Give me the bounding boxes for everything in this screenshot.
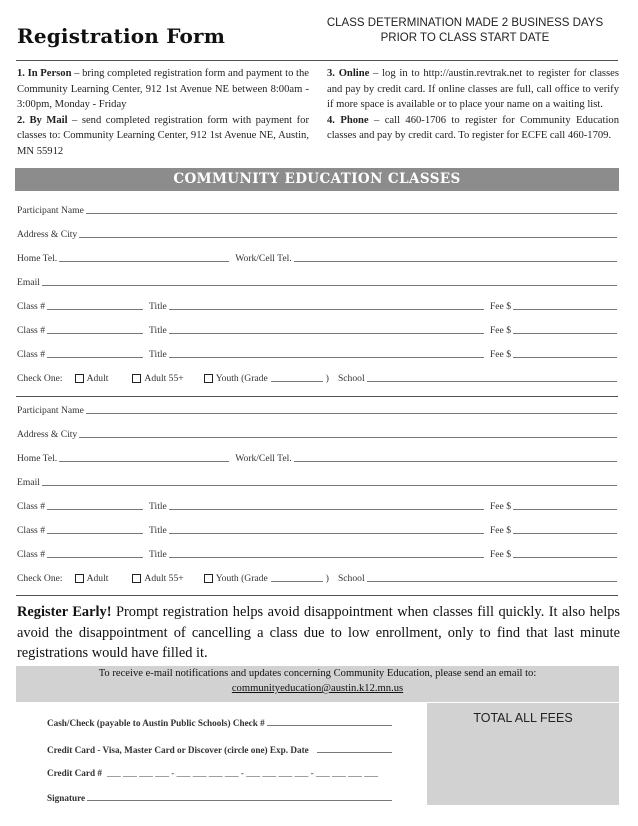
adult55-option[interactable] <box>132 573 183 584</box>
school-label: School <box>337 573 365 584</box>
participant-name-row <box>17 202 617 216</box>
class-title-input[interactable] <box>169 524 484 534</box>
signature-field[interactable] <box>87 792 392 801</box>
block-divider <box>16 396 618 397</box>
phone-row <box>17 250 617 264</box>
grade-input[interactable] <box>271 572 323 582</box>
class-determination-notice <box>300 16 630 46</box>
adult55-label: Adult 55+ <box>144 373 184 384</box>
notice-line-1: CLASS DETERMINATION MADE 2 BUSINESS DAYS <box>326 17 604 29</box>
credit-card-type-label: Credit Card - Visa, Master Card or Discover (circle one) Exp. Date <box>47 745 309 755</box>
signature-row <box>47 792 392 803</box>
fee-label: Fee $ <box>489 501 511 512</box>
class-row <box>17 546 617 560</box>
home-tel-label: Home Tel. <box>17 253 58 264</box>
school-label: School <box>337 373 365 384</box>
class-title-label: Title <box>149 501 167 512</box>
class-number-input[interactable] <box>47 500 143 510</box>
adult-checkbox[interactable] <box>75 374 84 383</box>
home-tel-input[interactable] <box>59 252 229 262</box>
email-row <box>17 274 617 288</box>
address-city-row <box>17 426 617 440</box>
class-number-label: Class # <box>17 525 45 536</box>
participant-name-row <box>17 402 617 416</box>
class-row <box>17 522 617 536</box>
email-row <box>17 474 617 488</box>
grade-input[interactable] <box>271 372 323 382</box>
class-title-label: Title <box>149 549 167 560</box>
youth-close-paren: ) <box>325 573 329 584</box>
register-early-divider <box>16 595 618 596</box>
class-title-label: Title <box>149 301 167 312</box>
home-tel-label: Home Tel. <box>17 453 58 464</box>
fee-label: Fee $ <box>489 325 511 336</box>
notice-line-2: PRIOR TO CLASS START DATE <box>380 32 550 44</box>
check-one-row <box>17 570 617 584</box>
class-row <box>17 498 617 512</box>
adult55-checkbox[interactable] <box>132 374 141 383</box>
youth-checkbox[interactable] <box>204 574 213 583</box>
work-cell-tel-input[interactable] <box>294 252 617 262</box>
youth-label: Youth (Grade <box>215 573 268 584</box>
method-online-label: 3. Online <box>327 68 370 79</box>
work-cell-tel-label: Work/Cell Tel. <box>235 453 292 464</box>
fee-input[interactable] <box>513 548 617 558</box>
method-in-person-text: – bring completed registration form and payment to the Community Learning Center, 912 1st Avenue NE between 8:00am - 3:00pm, Monday - Friday <box>17 68 309 111</box>
check-number-row <box>47 717 392 728</box>
signature-label: Signature <box>47 793 86 803</box>
class-row <box>17 346 617 360</box>
fee-label: Fee $ <box>489 301 511 312</box>
total-fees-box[interactable] <box>427 703 619 805</box>
method-online <box>327 66 619 113</box>
youth-label: Youth (Grade <box>215 373 268 384</box>
email-input[interactable] <box>42 276 617 286</box>
method-by-mail <box>17 113 309 160</box>
address-city-label: Address & City <box>17 229 78 240</box>
register-early-body: Prompt registration helps avoid disappointment when classes fill quickly. It also helps avoid the disappointment of cancelling a class due to low enrollment, only to find that last minute registrations would have filled it. <box>17 604 620 661</box>
class-number-input[interactable] <box>47 300 143 310</box>
class-number-label: Class # <box>17 301 45 312</box>
method-in-person <box>17 66 309 113</box>
adult-option[interactable] <box>75 373 109 384</box>
register-early-text <box>17 602 620 664</box>
class-number-input[interactable] <box>47 548 143 558</box>
method-online-text: – log in to http://austin.revtrak.net to register for classes and pay by credit card. If online classes are full, call office to verify if more space is available or to place your name on a waiting list. <box>327 68 619 111</box>
fee-label: Fee $ <box>489 525 511 536</box>
register-early-heading: Register Early! <box>17 604 112 620</box>
fee-label: Fee $ <box>489 549 511 560</box>
class-number-input[interactable] <box>47 324 143 334</box>
class-number-label: Class # <box>17 501 45 512</box>
total-fees-label: TOTAL ALL FEES <box>473 711 573 725</box>
method-phone-text: – call 460-1706 to register for Community Education classes and pay by credit card. To register for ECFE call 460-1709. <box>327 114 619 142</box>
check-one-label: Check One: <box>17 373 63 384</box>
method-by-mail-text: – send completed registration form with payment for classes to: Community Learning Center, 912 1st Avenue NE, Austin, MN 55912 <box>17 114 309 157</box>
method-by-mail-label: 2. By Mail <box>17 114 68 126</box>
adult55-checkbox[interactable] <box>132 574 141 583</box>
address-city-input[interactable] <box>79 228 617 238</box>
method-in-person-label: 1. In Person <box>17 68 72 79</box>
check-one-row <box>17 370 617 384</box>
class-title-input[interactable] <box>169 324 484 334</box>
home-tel-input[interactable] <box>59 452 229 462</box>
participant-name-label: Participant Name <box>17 405 84 416</box>
fee-input[interactable] <box>513 500 617 510</box>
fee-input[interactable] <box>513 524 617 534</box>
adult-option[interactable] <box>75 573 109 584</box>
adult55-label: Adult 55+ <box>144 573 184 584</box>
page-title: Registration Form <box>17 24 226 48</box>
email-notice-box <box>16 666 619 702</box>
address-city-input[interactable] <box>79 428 617 438</box>
address-city-label: Address & City <box>17 429 78 440</box>
class-title-input[interactable] <box>169 348 484 358</box>
method-phone <box>327 113 619 144</box>
class-title-label: Title <box>149 525 167 536</box>
participant-name-input[interactable] <box>86 204 617 214</box>
expiration-date-field[interactable] <box>317 744 392 753</box>
work-cell-tel-input[interactable] <box>294 452 617 462</box>
fee-input[interactable] <box>513 324 617 334</box>
email-label: Email <box>17 477 40 488</box>
credit-card-number-label: Credit Card # <box>47 768 102 778</box>
adult55-option[interactable] <box>132 373 183 384</box>
cash-check-label: Cash/Check (payable to Austin Public Schools) Check # <box>47 718 265 728</box>
youth-option[interactable] <box>204 573 268 584</box>
youth-checkbox[interactable] <box>204 374 213 383</box>
phone-row <box>17 450 617 464</box>
section-banner: COMMUNITY EDUCATION CLASSES <box>15 168 619 191</box>
class-number-label: Class # <box>17 549 45 560</box>
participant-name-label: Participant Name <box>17 205 84 216</box>
class-number-label: Class # <box>17 325 45 336</box>
class-title-input[interactable] <box>169 548 484 558</box>
fee-input[interactable] <box>513 300 617 310</box>
participant-name-input[interactable] <box>86 404 617 414</box>
credit-card-number-row <box>47 768 392 778</box>
check-one-label: Check One: <box>17 573 63 584</box>
class-title-input[interactable] <box>169 500 484 510</box>
credit-card-type-row <box>47 744 392 755</box>
methods-right-column <box>327 66 619 144</box>
address-city-row <box>17 226 617 240</box>
email-label: Email <box>17 277 40 288</box>
youth-close-paren: ) <box>325 373 329 384</box>
class-row <box>17 322 617 336</box>
header-divider <box>16 60 618 61</box>
class-row <box>17 298 617 312</box>
email-notice-text: To receive e-mail notifications and updates concerning Community Education, please send an email to: <box>98 668 537 679</box>
class-title-input[interactable] <box>169 300 484 310</box>
class-title-label: Title <box>149 325 167 336</box>
email-address-link[interactable]: communityeducation@austin.k12.mn.us <box>231 683 404 694</box>
youth-option[interactable] <box>204 373 268 384</box>
work-cell-tel-label: Work/Cell Tel. <box>235 253 292 264</box>
credit-card-number-field[interactable]: ___ ___ ___ ___ - ___ ___ ___ ___ - ___ ___ ___ ___ - ___ ___ ___ ___ <box>106 768 378 778</box>
class-number-label: Class # <box>17 349 45 360</box>
email-input[interactable] <box>42 476 617 486</box>
class-title-label: Title <box>149 349 167 360</box>
class-number-input[interactable] <box>47 348 143 358</box>
school-input[interactable] <box>367 372 617 382</box>
adult-label: Adult <box>86 373 109 384</box>
fee-label: Fee $ <box>489 349 511 360</box>
check-number-field[interactable] <box>267 717 392 726</box>
method-phone-label: 4. Phone <box>327 114 369 126</box>
fee-input[interactable] <box>513 348 617 358</box>
class-number-input[interactable] <box>47 524 143 534</box>
methods-left-column <box>17 66 309 160</box>
adult-label: Adult <box>86 573 109 584</box>
school-input[interactable] <box>367 572 617 582</box>
adult-checkbox[interactable] <box>75 574 84 583</box>
